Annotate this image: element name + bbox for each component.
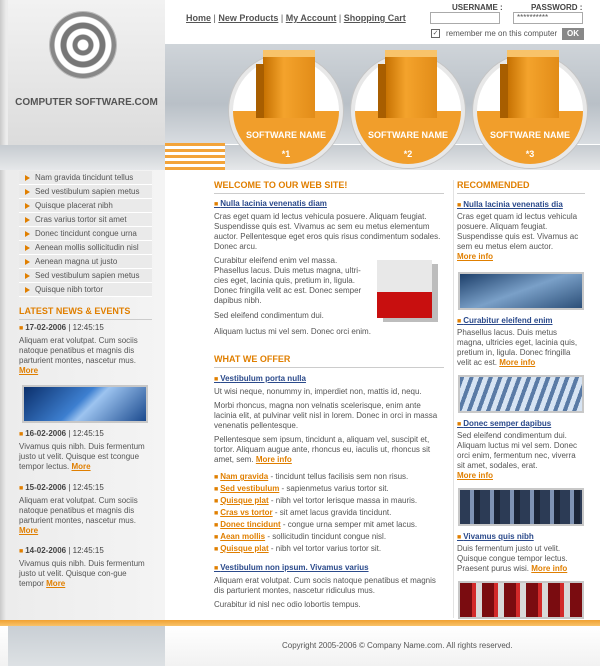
column-divider xyxy=(453,180,454,618)
offer-p1: Ut wisi neque, nonummy in, imperdiet non, mattis id, nequ. xyxy=(214,387,422,396)
news-item xyxy=(19,429,152,472)
login-ok-button[interactable]: OK xyxy=(562,28,584,40)
list-item: ■ Nam gravida - tincidunt tellus facilisis sem non risus. xyxy=(214,471,444,483)
recommended-heading[interactable]: ■ Vivamus quis nibh xyxy=(457,532,585,541)
product-circle-3[interactable] xyxy=(473,54,587,168)
sidebar-item[interactable]: Aenean magna ut justo xyxy=(19,255,152,269)
nav-new-products[interactable]: New Products xyxy=(218,13,279,23)
sidebar-item[interactable]: Nam gravida tincidunt tellus xyxy=(19,171,152,185)
username-input[interactable] xyxy=(430,12,500,24)
product-number: *2 xyxy=(403,149,413,159)
top-nav: Home | New Products | My Account | Shopping Cart xyxy=(186,13,406,23)
news-date: ■ 14-02-2006 | 12:45:15 xyxy=(19,546,152,555)
offer-heading-2[interactable]: ■ Vestibulum non ipsum. Vivamus varius xyxy=(214,563,444,572)
product-name: SOFTWARE NAME xyxy=(368,130,448,140)
offer-p3: Pellentesque sem ipsum, tincidunt a, aliquam vel, suscipit et, tortor. Aliquam augue ante, rhoncus eu, iaculis ut, rhoncus sit amet, sem. More info xyxy=(214,435,431,464)
remember-checkbox[interactable]: ✓ xyxy=(432,30,439,37)
recommended-text: Phasellus lacus. Duis metus magna, ultricies eget, lacinia quis, pretium in, ligula. Donec fringilla velit ac est. More info xyxy=(457,328,578,367)
news-more-link[interactable]: More xyxy=(46,579,66,588)
news-item xyxy=(19,323,152,376)
welcome-p2: Curabitur eleifend enim vel massa. Phasellus lacus. Duis metus magna, ultri-cies eget, lacinia quis, pretium in, ligula. Donec fringilla velit ac est. Donec semper dapibus nibh. xyxy=(214,256,362,305)
recommended-more-link[interactable]: More info xyxy=(499,358,536,367)
product-name: SOFTWARE NAME xyxy=(246,130,326,140)
welcome-heading[interactable]: ■ Nulla lacinia venenatis diam xyxy=(214,199,444,208)
recommended-text: Duis fermentum justo ut velit. Quisque congue tempor lectus. Praesent purus wisi. More info xyxy=(457,544,568,573)
remember-label: remember me on this computer xyxy=(446,29,558,38)
username-label: USERNAME : xyxy=(452,3,503,12)
news-date: ■ 15-02-2006 | 12:45:15 xyxy=(19,483,152,492)
news-text: Aliquam erat volutpat. Cum sociis natoque penatibus et magnis dis parturient montes, nascetur mus. More xyxy=(19,496,138,535)
nav-my-account[interactable]: My Account xyxy=(285,13,337,23)
product-number: *1 xyxy=(281,149,291,159)
recommended-item xyxy=(457,419,585,481)
password-input[interactable]: ********** xyxy=(513,12,583,24)
copyright-text: Copyright 2005-2006 © Company Name.com. All rights reserved. xyxy=(282,641,513,650)
recommended-image xyxy=(458,488,584,526)
news-title: LATEST NEWS & EVENTS xyxy=(19,306,152,320)
software-box-icon xyxy=(385,56,437,118)
sidebar-item[interactable]: Aenean mollis sollicitudin nisl xyxy=(19,241,152,255)
offer-heading[interactable]: ■ Vestibulum porta nulla xyxy=(214,374,444,383)
list-item: ■ Donec tincidunt - congue urna semper mit amet lacus. xyxy=(214,519,444,531)
offer-more-link[interactable]: More info xyxy=(255,455,292,464)
welcome-p1: Cras eget quam id lectus vehicula posuere. Aliquam feugiat. Suspendisse quis est. Vivamus ac sem eu metus elementum auctor. Pellentesque eget eros quis risus condimentum sodales. Donec arcu. xyxy=(214,212,441,251)
recommended-image xyxy=(458,272,584,310)
sidebar-item[interactable]: Quisque nibh tortor xyxy=(19,283,152,297)
sidebar-item[interactable]: Quisque placerat nibh xyxy=(19,199,152,213)
sidebar-item[interactable]: Donec tincidunt congue urna xyxy=(19,227,152,241)
recommended-more-link[interactable]: More info xyxy=(457,252,493,261)
password-label: PASSWORD : xyxy=(531,3,583,12)
list-item: ■ Quisque plat - nibh vel tortor lerisque massa in mauris. xyxy=(214,495,444,507)
recommended-more-link[interactable]: More info xyxy=(531,564,568,573)
offer-list xyxy=(214,471,444,555)
news-item xyxy=(19,483,152,536)
nav-shopping-cart[interactable]: Shopping Cart xyxy=(343,13,406,23)
list-item: ■ Quisque plat - nibh vel tortor varius tortor sit. xyxy=(214,543,444,555)
news-text: Vivamus quis nibh. Duis fermentum justo ut velit. Quisque con-gue tempor More xyxy=(19,559,145,588)
news-date: ■ 17-02-2006 | 12:45:15 xyxy=(19,323,152,332)
list-item: ■ Sed vestibulum - sapienmetus varius tortor sit. xyxy=(214,483,444,495)
recommended-item xyxy=(457,316,585,368)
sidebar-item[interactable]: Cras varius tortor sit amet xyxy=(19,213,152,227)
list-item: ■ Aean mollis - sollicitudin tincidunt congue nisl. xyxy=(214,531,444,543)
news-date: ■ 16-02-2006 | 12:45:15 xyxy=(19,429,152,438)
recommended-heading[interactable]: ■ Nulla lacinia venenatis dia xyxy=(457,200,585,209)
recommended-image xyxy=(458,375,584,413)
news-more-link[interactable]: More xyxy=(19,366,39,375)
recommended-text: Sed eleifend condimentum dui. Aliquam luctus mi vel sem. Donec orci enim, fermentum nec, viverra sit amet, sodales, erat. More info xyxy=(457,431,578,480)
product-circle-2[interactable] xyxy=(351,54,465,168)
welcome-p3: Sed eleifend condimentum dui. xyxy=(214,311,324,320)
offer-p2: Morbi rhoncus, magna non velnatis scelerisque, enim ante lacinia elit, at pulvinar velit nisl in lorem. Donec in orci in massa venenatis pellentesque. xyxy=(214,401,438,430)
company-name: COMPUTER SOFTWARE.COM xyxy=(15,97,158,108)
recommended-heading[interactable]: ■ Donec semper dapibus xyxy=(457,419,585,428)
nav-home[interactable]: Home xyxy=(186,13,212,23)
product-circle-1[interactable] xyxy=(229,54,343,168)
footer-left-panel xyxy=(8,626,165,666)
software-box-icon xyxy=(263,56,315,118)
sidebar-item[interactable]: Sed vestibulum sapien metus xyxy=(19,185,152,199)
recommended-image xyxy=(458,581,584,619)
sidebar-item[interactable]: Sed vestibulum sapien metus xyxy=(19,269,152,283)
product-number: *3 xyxy=(525,149,535,159)
recommended-title: RECOMMENDED xyxy=(457,180,585,194)
news-image xyxy=(22,385,148,423)
recommended-item xyxy=(457,532,585,574)
recommended-text: Cras eget quam id lectus vehicula posuere. Aliquam feugiat. Suspendisse quis est. Vivamus ac sem eu metus elem auctor. More info xyxy=(457,212,579,261)
news-item xyxy=(19,546,152,589)
offer-section xyxy=(214,354,444,610)
product-name: SOFTWARE NAME xyxy=(490,130,570,140)
sidebar-menu xyxy=(19,171,152,297)
recommended-more-link[interactable]: More info xyxy=(457,471,493,480)
offer-title: WHAT WE OFFER xyxy=(214,354,444,368)
product-box-image xyxy=(377,260,432,318)
recommended-section xyxy=(457,180,585,262)
offer-p4: Aliquam erat volutpat. Cum socis natoque penatibus et magnis dis parturient montes, nascetur ridiculus mus. xyxy=(214,576,436,595)
offer-p5: Curabitur id nisl nec odio lobortis tempus. xyxy=(214,600,361,609)
software-box-icon xyxy=(507,56,559,118)
news-more-link[interactable]: More xyxy=(71,462,91,471)
news-text: Vivamus quis nibh. Duis fermentum justo ut velit. Quisque est tcongue tempor lectus. More xyxy=(19,442,145,471)
news-more-link[interactable]: More xyxy=(19,526,39,535)
news-text: Aliquam erat volutpat. Cum sociis natoque penatibus et magnis dis parturient montes, nascetur mus. More xyxy=(19,336,138,375)
welcome-p4: Aliquam luctus mi vel sem. Donec orci enim. xyxy=(214,327,371,336)
orange-stripes xyxy=(165,143,225,171)
target-logo-icon xyxy=(50,12,116,78)
welcome-title: WELCOME TO OUR WEB SITE! xyxy=(214,180,444,194)
list-item: ■ Cras vs tortor - sit amet lacus gravida tincidunt. xyxy=(214,507,444,519)
recommended-heading[interactable]: ■ Curabitur eleifend enim xyxy=(457,316,585,325)
